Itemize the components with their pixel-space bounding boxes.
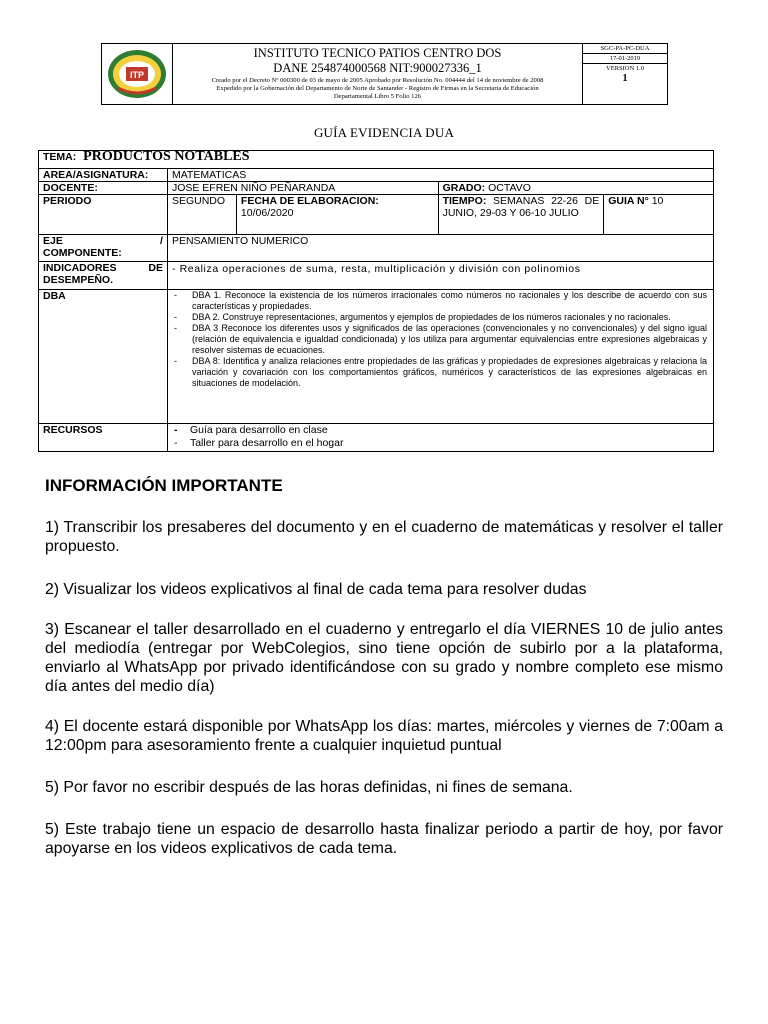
logo-cell [102,44,173,105]
row-indicadores [39,262,714,290]
institution-name: INSTITUTO TECNICO PATIOS CENTRO DOS [253,46,502,60]
indicadores-label: INDICADORES DE DESEMPEÑO. [39,262,168,290]
eje-value: PENSAMIENTO NUMERICO [167,235,713,262]
info-item-2: 2) Visualizar los videos explicativos al final de cada tema para resolver dudas [45,581,587,598]
info-item-4: 4) El docente estará disponible por WhatsApp los días: martes, miércoles y viernes de 7:00am a 12:00pm para asesoramiento frente a cualquier inquietud puntual [45,718,723,754]
guia-value: 10 [651,195,664,207]
row-eje [39,235,714,262]
dba-item: - DBA 1. Reconoce la existencia de los números irracionales como números no racionales y los describe de acuerdo con sus características y propiedades. [172,290,707,312]
grado-label: GRADO: [442,182,486,194]
fecha-label: FECHA DE ELABORACION: [240,195,379,207]
decree-line-2: Expedido por la Gobernación del Departamento de Norte de Santander - Registro de Firmas en la Secretaria de Educación [216,85,539,92]
dane-nit: DANE 254874000568 NIT:900027336_1 [273,61,482,75]
row-recursos [39,424,714,452]
periodo-label: PERIODO [39,195,168,235]
dba-item: - DBA 2. Construye representaciones, argumentos y ejemplos de propiedades de los números racionales y no racionales. [172,312,707,323]
recursos-label: RECURSOS [39,424,168,452]
eje-label: EJE [43,235,63,247]
info-heading: INFORMACIÓN IMPORTANTE [45,476,283,495]
dba-label: DBA [39,290,168,424]
document-header [101,43,668,105]
row-tema [39,151,714,169]
dba-item: - DBA 3 Reconoce los diferentes usos y significados de las operaciones (convencionales y no convencionales) y del signo igual (relación de equivalencia e igualdad condicionada) y los utiliza para argumentar equivalencias entre expresiones algebraicas y resolver sistemas de ecuaciones. [172,323,707,356]
eje-slash: / [160,235,163,247]
institution-cell [173,44,583,105]
info-item-3: 3) Escanear el taller desarrollado en el cuaderno y entregarlo el día VIERNES 10 de julio antes del mediodía (entregar por WebColegios, sino tiene opción de subirlo por a la plataforma, enviarlo al WhatsApp por privado identificándose con su grado y nombre completo ese mismo día antes del medio día) [45,621,723,695]
document-meta [583,44,668,105]
recurso-item: - Guía para desarrollo en clase [173,424,328,436]
info-item-6: 5) Este trabajo tiene un espacio de desarrollo hasta finalizar periodo a partir de hoy, por favor apoyarse en los videos explicativos de cada tema. [45,821,723,857]
grado-value: OCTAVO [488,182,531,194]
dba-item: - DBA 8: Identifica y analiza relaciones entre propiedades de las gráficas y propiedades de expresiones algebraicas y relaciona la variación y covariación con los comportamientos gráficos, numéricos y característicos de las expresiones algebraicas en situaciones de modelación. [172,356,707,389]
tiempo-label: TIEMPO: [442,195,487,207]
docente-label: DOCENTE: [39,182,168,195]
document-version: VERSION 1.0 [606,65,644,72]
guia-label: GUIA N° [608,195,649,207]
tema-value: PRODUCTOS NOTABLES [83,149,250,164]
area-value: MATEMATICAS [167,169,713,182]
recurso-text: Guía para desarrollo en clase [189,424,328,436]
periodo-value: SEGUNDO [167,195,236,235]
decree-line-3: Departamental Libro 5 Folio 126 [333,93,422,100]
info-item-5: 5) Por favor no escribir después de las horas definidas, ni fines de semana. [45,779,573,796]
document-code: SGC-PA-PC-DUA [583,44,667,54]
school-logo-icon [106,48,168,100]
tiempo-value: SEMANAS 22-26 DE JUNIO, 29-03 Y 06-10 JULIO [442,195,600,219]
tema-label: TEMA: [43,151,77,163]
row-area [39,169,714,182]
indicadores-value: - Realiza operaciones de suma, resta, multiplicación y división con polinomios [167,262,713,290]
row-docente [39,182,714,195]
docente-value: JOSE EFREN NIÑO PEÑARANDA [167,182,438,195]
decree-line-1: Creado por el Decreto Nº 000300 de 03 de mayo de 2005 Aprobado por Resolución No. 004444 del 14 de noviembre de 2008 [211,77,544,84]
document-date: 17-01-2019 [583,54,667,64]
componente-label: COMPONENTE: [43,247,122,259]
guide-info-table [38,150,714,452]
page-title: GUÍA EVIDENCIA DUA [313,125,455,140]
page-number: 1 [622,73,628,84]
row-dba [39,290,714,424]
recurso-text: Taller para desarrollo en el hogar [189,436,344,449]
area-label: AREA/ASIGNATURA: [39,169,168,182]
dba-list [172,290,707,389]
recurso-item: - Taller para desarrollo en el hogar [173,436,344,449]
row-periodo [39,195,714,235]
fecha-value: 10/06/2020 [240,207,294,219]
logo-text: ITP [129,70,145,80]
info-item-1: 1) Transcribir los presaberes del documento y en el cuaderno de matemáticas y resolver el taller propuesto. [45,519,723,555]
